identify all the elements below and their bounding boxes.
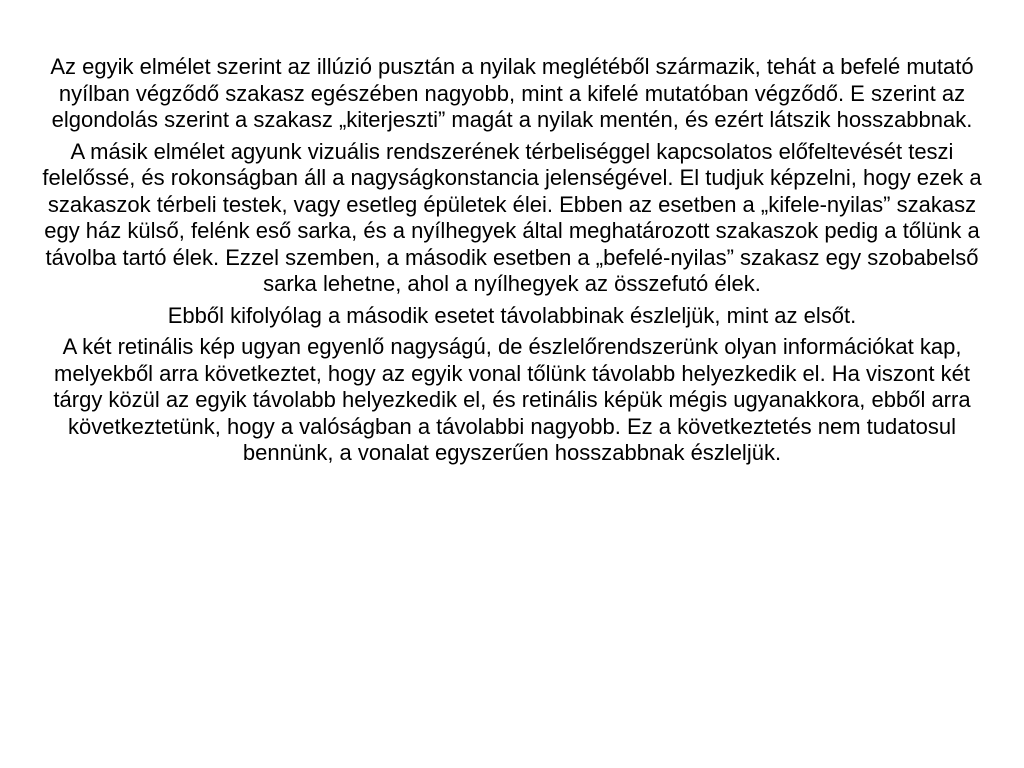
paragraph-illusion-arrows-theory: Az egyik elmélet szerint az illúzió pusztán a nyilak meglétéből származik, tehát a befelé mutató nyílban végződő szakasz egészében nagyobb, mint a kifelé mutatóban végződő. E szerint az elgondolás szerint a szakasz „kiterjeszti” magát a nyilak mentén, és ezért látszik hosszabbnak.	[50, 54, 974, 132]
paragraph-retinal-image: A két retinális kép ugyan egyenlő nagyságú, de észlelőrendszerünk olyan információkat kap, melyekből arra következtet, hogy az egyik vonal tőlünk távolabb helyezkedik el. Ha viszont két tárgy közül az egyik távolabb helyezkedik el, és retinális képük mégis ugyanakkora, ebből arra következtetünk, hogy a valóságban a távolabbi nagyobb. Ez a következtetés nem tudatosul bennünk, a vonalat egyszerűen hosszabbnak észleljük.	[53, 334, 971, 465]
paragraph-conclusion: Ebből kifolyólag a második esetet távolabbinak észleljük, mint az elsőt.	[167, 302, 857, 328]
paragraph-spatial-theory: A másik elmélet agyunk vizuális rendszerének térbeliséggel kapcsolatos előfeltevését teszi felelőssé, és rokonságban áll a nagyságkonstancia jelenségével. El tudjuk képzelni, hogy ezek a szakaszok térbeli testek, vagy esetleg épületek élei. Ebben az esetben a „kifele-nyilas” szakasz egy ház külső, felénk eső sarka, és a nyílhegyek által meghatározott szakaszok pedig a tőlünk a távolba tartó élek. Ezzel szemben, a második esetben a „befelé-nyilas” szakasz egy szobabelső sarka lehetne, ahol a nyílhegyek az összefutó élek.	[42, 138, 982, 296]
